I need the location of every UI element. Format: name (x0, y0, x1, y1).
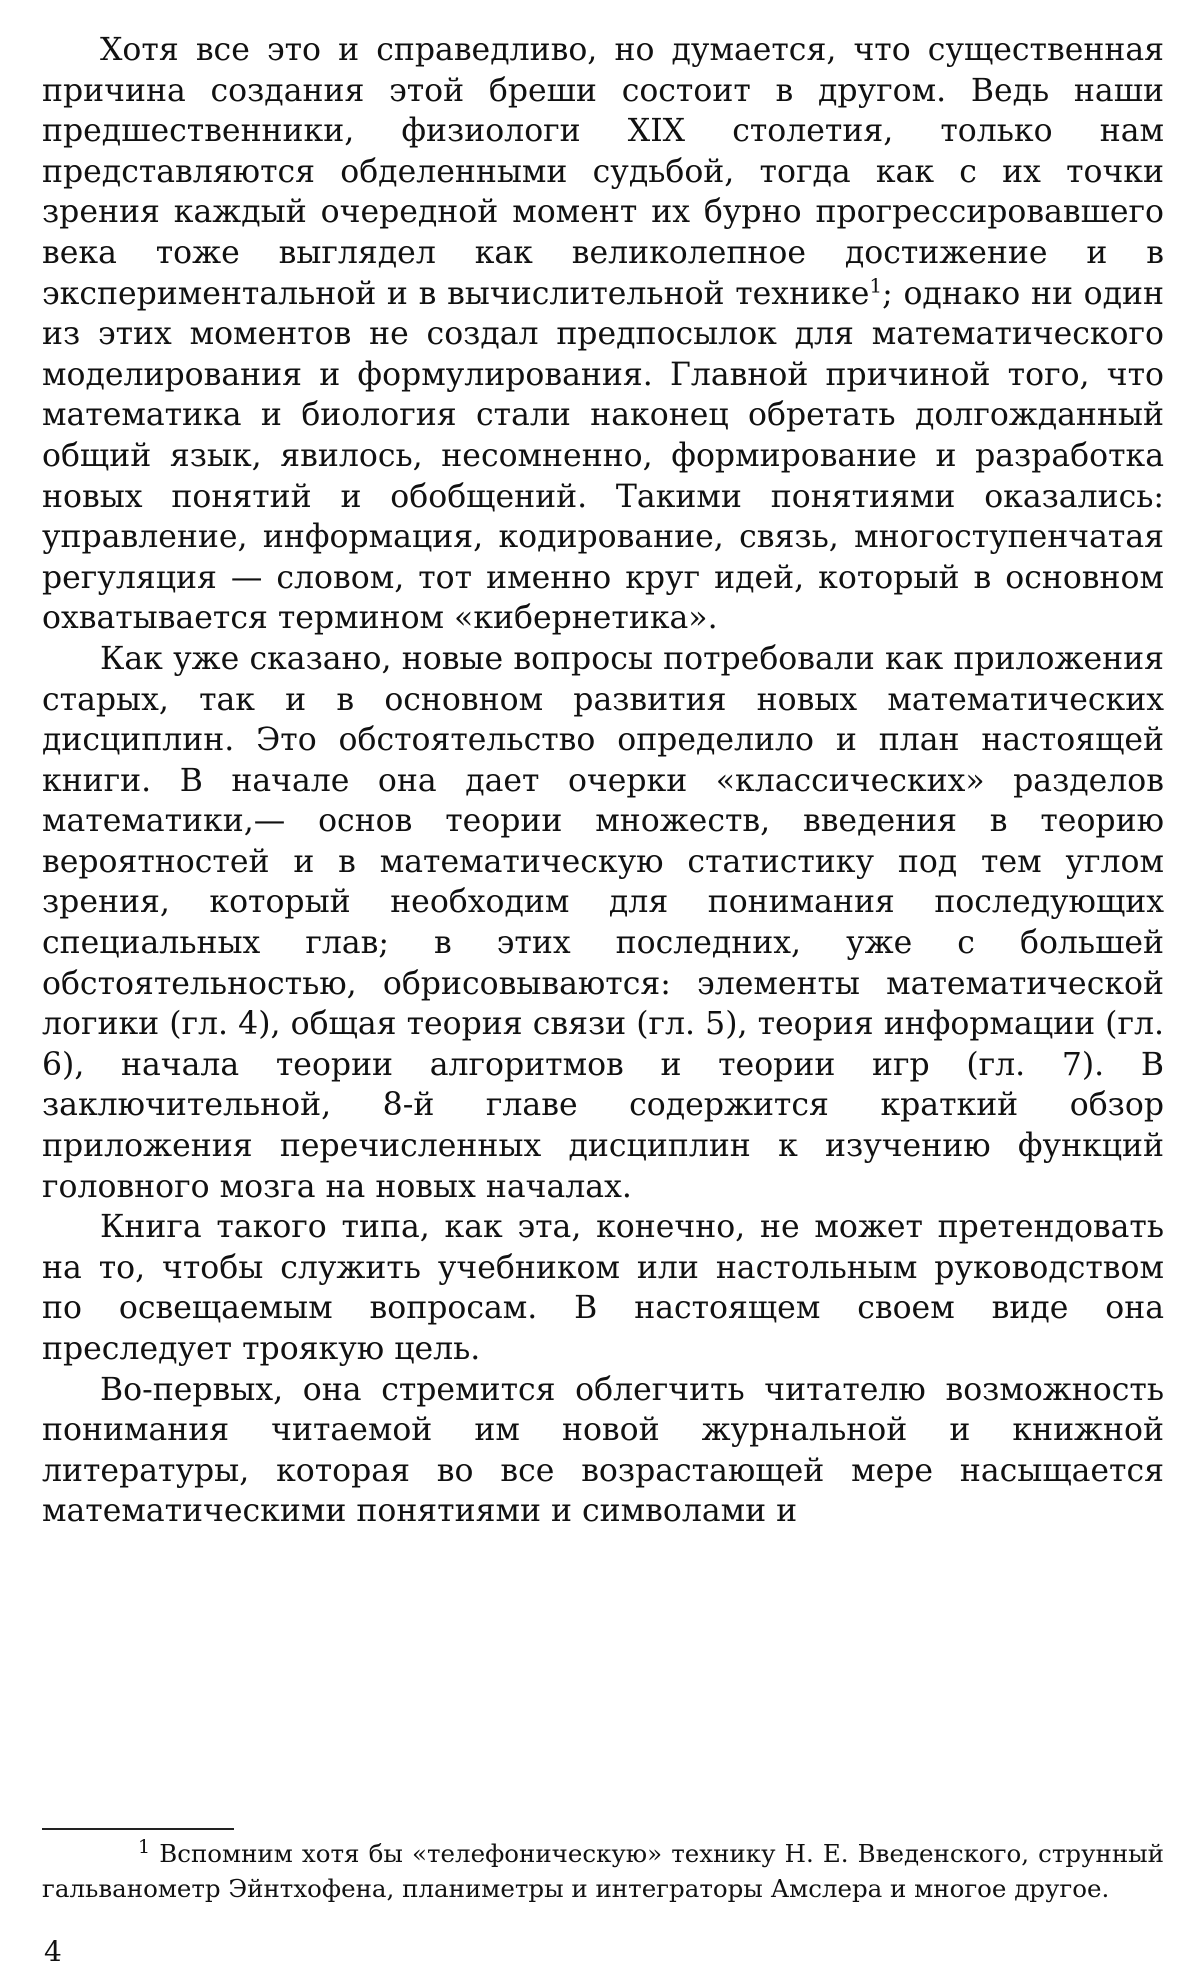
paragraph-1-text-before-footnote: Хотя все это и справедливо, но думается, что существенная причина создания этой бреши состоит в другом. Ведь наши предшественники, физиологи XIX столетия, только нам представляются обделенными судьбой, тогда как с их точки зрения каждый очередной момент их бурно прогрессировавшего века тоже выглядел как великолепное достижение и в экспериментальной и в вычислительной технике (42, 32, 1164, 312)
footnote-mark: 1 (138, 1835, 151, 1858)
footnote-text: Вспомним хотя бы «телефоническую» технику Н. Е. Введенского, струнный гальванометр Эйнтхофена, планиметры и интеграторы Амслера и многое другое. (42, 1839, 1164, 1903)
main-text (42, 30, 1164, 1532)
paragraph-4: Во-первых, она стремится облегчить читателю возможность понимания читаемой им новой журнальной и книжной литературы, которая во все возрастающей мере насыщается математическими понятиями и символами и (42, 1371, 1164, 1530)
paragraph-3: Книга такого типа, как эта, конечно, не может претендовать на то, чтобы служить учебником или настольным руководством по освещаемым вопросам. В настоящем своем виде она преследует троякую цель. (42, 1209, 1164, 1367)
footnote (42, 1836, 1164, 1906)
paragraph-1 (42, 30, 1164, 639)
footnote-divider (42, 1828, 234, 1830)
paragraph-1-text-after-footnote: ; однако ни один из этих моментов не создал предпосылок для математического моделирования и формулирования. Главной причиной того, что математика и биология стали наконец обретать долгожданный общий язык, явилось, несомненно, формирование и разработка новых понятий и обобщений. Такими понятиями оказались: управление, информация, кодирование, связь, многоступенчатая регуляция — словом, тот именно круг идей, который в основном охватывается термином «кибернетика». (42, 275, 1165, 637)
paragraph-2: Как уже сказано, новые вопросы потребовали как приложения старых, так и в основном развития новых математических дисциплин. Это обстоятельство определило и план настоящей книги. В начале она дает очерки «классических» разделов математики,— основ теории множеств, введения в теорию вероятностей и в математическую статистику под тем углом зрения, который необходим для понимания последующих специальных глав; в этих последних, уже с большей обстоятельностью, обрисовываются: элементы математической логики (гл. 4), общая теория связи (гл. 5), теория информации (гл. 6), начала теории алгоритмов и теории игр (гл. 7). В заключительной, 8-й главе содержится краткий обзор приложения перечисленных дисциплин к изучению функций головного мозга на новых началах. (42, 640, 1164, 1205)
page-number: 4 (44, 1935, 62, 1968)
footnote-reference-mark: 1 (869, 273, 883, 298)
